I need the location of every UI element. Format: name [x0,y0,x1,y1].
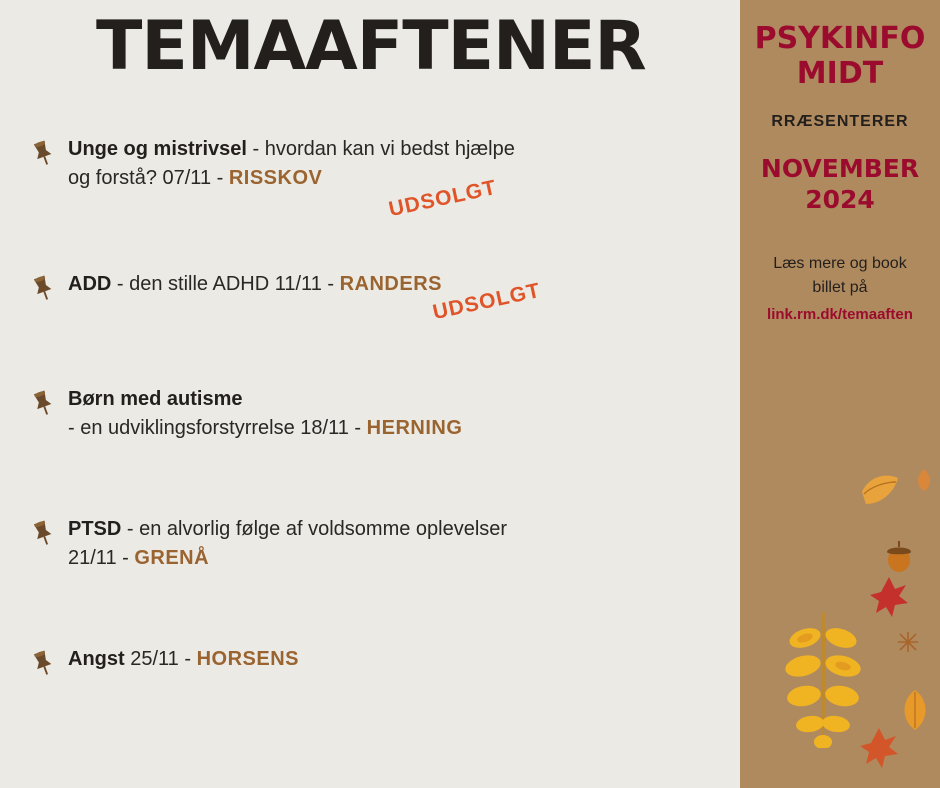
booking-line-2: billet på [812,278,868,296]
event-title: ADD [68,273,112,295]
brand-line-2: MIDT [796,55,884,91]
event-title: Børn med autisme [68,388,243,410]
pushpin-icon [28,388,58,418]
list-item[interactable] [0,645,740,715]
brand-line-1: PSYKINFO [754,21,926,56]
seed-icon [896,630,920,654]
leaf-icon [858,470,904,512]
event-city: GRENÅ [134,547,210,569]
event-date: og forstå? 07/11 - [68,167,229,189]
status-badge: UDSOLGT [430,278,543,325]
pushpin-icon [28,518,58,548]
event-date: 21/11 - [68,547,135,569]
pushpin-icon [28,138,58,168]
rowan-leaf-icon [778,608,868,748]
event-title: PTSD [68,518,122,540]
event-city: RANDERS [339,273,442,295]
pushpin-icon [28,648,58,678]
list-item[interactable] [0,270,740,385]
month-label: NOVEMBER [760,154,920,183]
list-item[interactable] [0,135,740,270]
booking-info [740,252,940,327]
event-date: - en udviklingsforstyrrelse 18/11 - [68,417,367,439]
event-title: Angst [68,648,125,670]
event-subtitle: - hvordan kan vi bedst hjælpe [246,138,515,160]
list-item[interactable] [0,515,740,645]
booking-link[interactable]: link.rm.dk/temaaften [767,305,913,323]
event-city: HERNING [366,417,463,439]
event-city: RISSKOV [228,167,323,189]
event-city: HORSENS [196,648,299,670]
maple-leaf-icon [858,726,900,770]
event-subtitle: - en alvorlig følge af voldsomme oplevelser [121,518,508,540]
leaf-icon [914,468,934,492]
event-list [0,135,740,715]
pushpin-icon [28,273,58,303]
year-label: 2024 [805,185,875,215]
maple-leaf-icon [868,575,910,619]
date-block [740,153,940,216]
presents-label: RRÆSENTERER [771,113,909,130]
brand-name [740,22,940,91]
list-item[interactable] [0,385,740,515]
acorn-icon [882,540,916,574]
event-subtitle: - den stille ADHD 11/11 - [111,273,340,295]
event-title: Unge og mistrivsel [68,138,247,160]
booking-line-1: Læs mere og book [773,254,907,272]
status-badge: UDSOLGT [386,175,499,222]
leaf-icon [896,688,934,732]
page-title: TEMAAFTENER [96,7,646,86]
poster-sidebar [740,0,940,788]
event-date: 25/11 - [124,648,197,670]
